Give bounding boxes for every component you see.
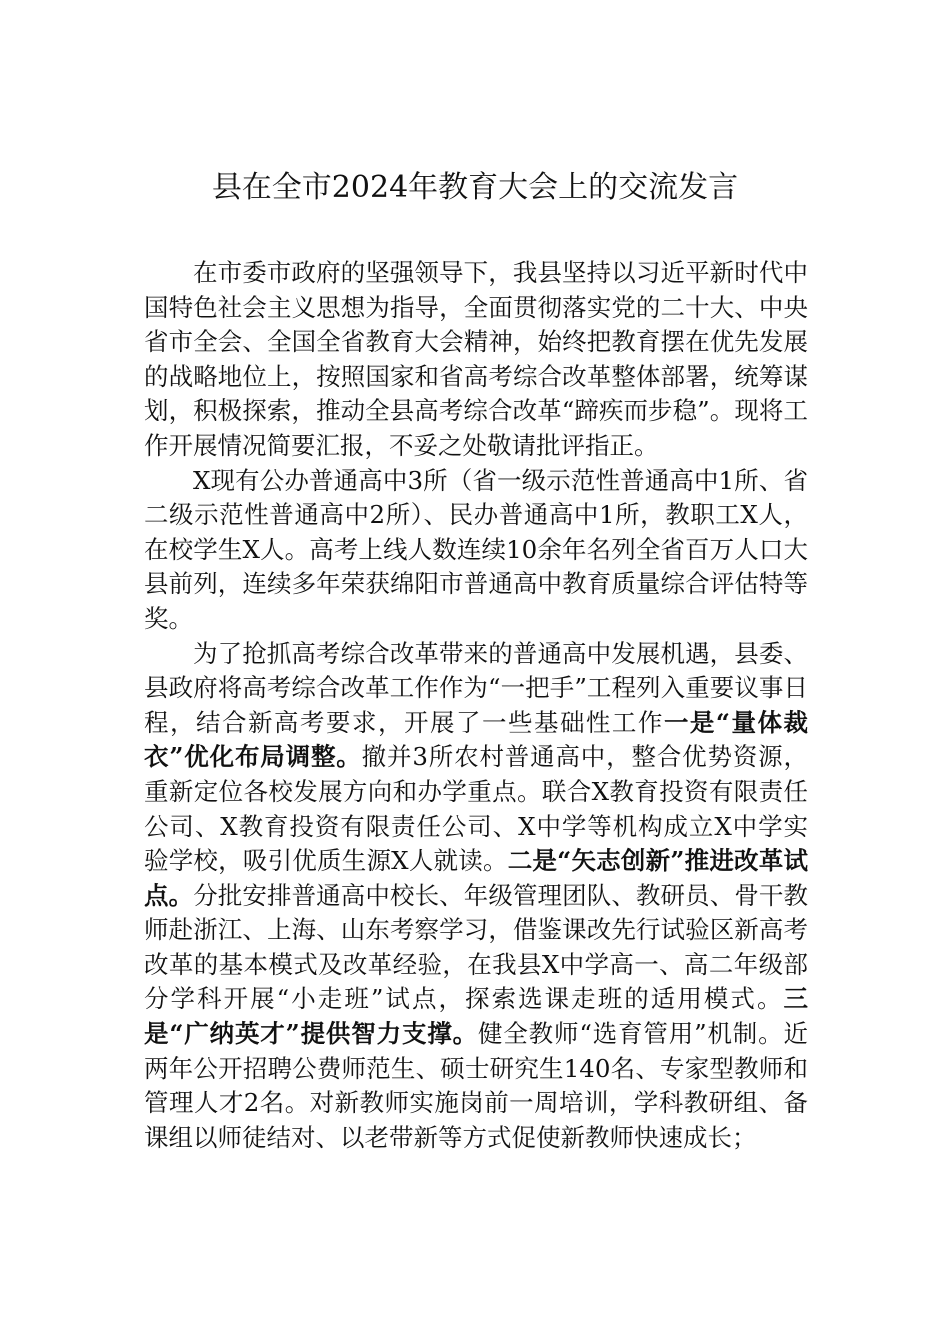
- measures-intro: 为了抢抓高考综合改革带来的普通高中发展机遇，县委、县政府将高考综合改革工作作为“一把手”工程列入重要议事日程，结合新高考要求，开展了一些基础性工作: [144, 638, 808, 737]
- measure-heading-3: 三是“广纳英才”提供智力支撑。: [144, 984, 808, 1049]
- paragraph-overview: X现有公办普通高中3所（省一级示范性普通高中1所、省二级示范性普通高中2所）、民办普通高中1所，教职工X人，在校学生X人。高考上线人数连续10余年名列全省百万人口大县前列，连续多年荣获绵阳市普通高中教育质量综合评估特等奖。: [144, 465, 808, 633]
- measure-text-3: 健全教师“选育管用”机制。近两年公开招聘公费师范生、硕士研究生140名、专家型教师和管理人才2名。对新教师实施岗前一周培训，学科教研组、备课组以师徒结对、以老带新等方式促使新教师快速成长；: [144, 1019, 808, 1152]
- measure-heading-1: 一是“量体裁衣”优化布局调整。: [144, 707, 809, 772]
- paragraph-measures: [144, 637, 808, 1156]
- measure-text-2: 分批安排普通高中校长、年级管理团队、教研员、骨干教师赴浙江、上海、山东考察学习，借鉴课改先行试验区新高考改革的基本模式及改革经验，在我县X中学高一、高二年级部分学科开展“小走班”试点，探索选课走班的适用模式。: [144, 880, 809, 1014]
- measure-heading-2: 二是“矢志创新”推进改革试点。: [144, 846, 808, 910]
- document-title: 县在全市2024年教育大会上的交流发言: [211, 170, 739, 205]
- paragraph-intro: 在市委市政府的坚强领导下，我县坚持以习近平新时代中国特色社会主义思想为指导，全面贯彻落实党的二十大、中央省市全会、全国全省教育大会精神，始终把教育摆在优先发展的战略地位上，按照国家和省高考综合改革整体部署，统筹谋划，积极探索，推动全县高考综合改革“蹄疾而步稳”。现将工作开展情况简要汇报，不妥之处敬请批评指正。: [144, 258, 808, 460]
- document-body: [144, 256, 808, 1155]
- measure-text-1: 撤并3所农村普通高中，整合优势资源，重新定位各校发展方向和办学重点。联合X教育投资有限责任公司、X教育投资有限责任公司、X中学等机构成立X中学实验学校，吸引优质生源X人就读。: [144, 742, 809, 876]
